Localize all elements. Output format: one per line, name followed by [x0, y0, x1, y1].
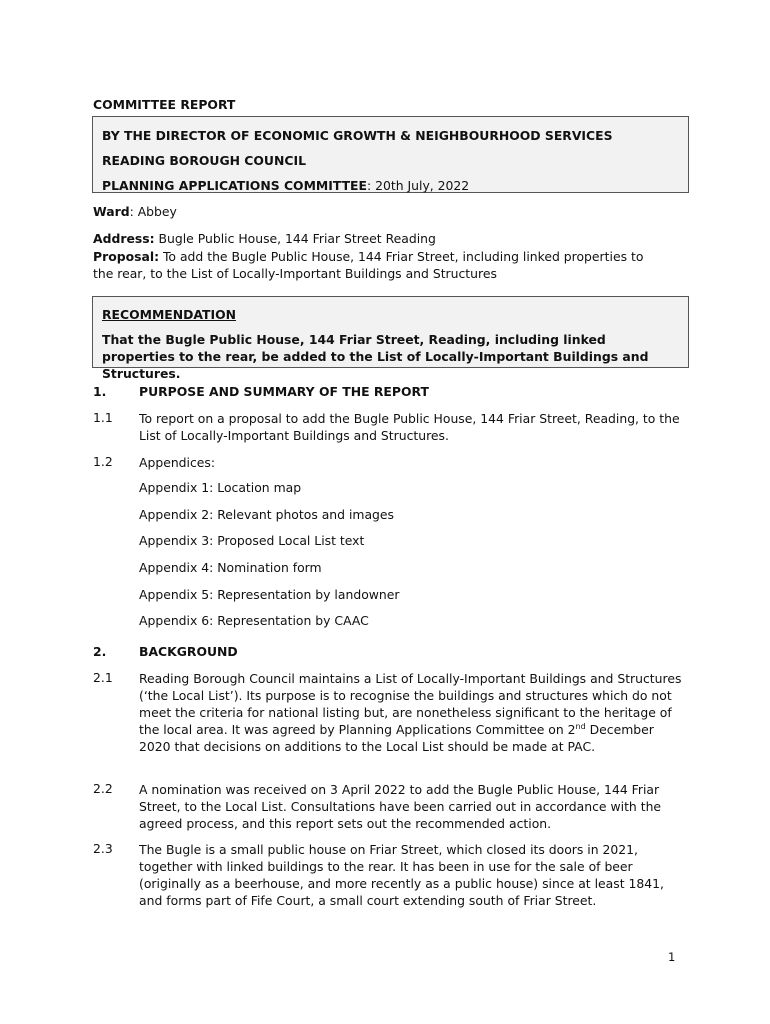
address-line — [93, 231, 436, 246]
committee-date: : 20th July, 2022 — [366, 178, 470, 193]
para-2-1-text-b: December 2020 that decisions on additions to the Local List should be made at PAC. — [139, 722, 654, 754]
para-1-2-number: 1.2 — [93, 454, 113, 469]
ward-value: : Abbey — [129, 204, 177, 219]
para-2-2-number: 2.2 — [93, 781, 113, 796]
committee-label: PLANNING APPLICATIONS COMMITTEE — [102, 178, 367, 193]
recommendation-box — [92, 296, 689, 381]
para-2-1-number: 2.1 — [93, 670, 113, 685]
director-line: BY THE DIRECTOR OF ECONOMIC GROWTH & NEIGHBOURHOOD SERVICES — [102, 128, 613, 143]
proposal-line-1 — [93, 249, 643, 264]
appendix-item: Appendix 3: Proposed Local List text — [139, 533, 365, 548]
proposal-value-1: To add the Bugle Public House, 144 Friar Street, including linked properties to — [159, 249, 644, 264]
ward-line — [93, 204, 177, 219]
committee-line — [102, 178, 469, 193]
section-2-number: 2. — [93, 644, 107, 659]
address-label: Address: — [93, 231, 155, 246]
proposal-label: Proposal: — [93, 249, 160, 264]
appendix-item: Appendix 2: Relevant photos and images — [139, 507, 395, 522]
section-1-number: 1. — [93, 384, 107, 399]
council-line: READING BOROUGH COUNCIL — [102, 153, 306, 168]
appendix-item: Appendix 4: Nomination form — [139, 560, 322, 575]
proposal-line-2: the rear, to the List of Locally-Important Buildings and Structures — [93, 266, 497, 281]
report-header-box — [92, 116, 689, 193]
page-number: 1 — [668, 950, 676, 964]
appendix-item: Appendix 1: Location map — [139, 480, 302, 495]
para-2-3-number: 2.3 — [93, 841, 113, 856]
para-2-1-text — [139, 670, 684, 755]
para-1-1-number: 1.1 — [93, 410, 113, 425]
section-2-title: BACKGROUND — [139, 644, 238, 659]
address-value: Bugle Public House, 144 Friar Street Reading — [154, 231, 436, 246]
para-2-3-text: The Bugle is a small public house on Friar Street, which closed its doors in 2021, together with linked buildings to the rear. It has been in use for the sale of beer (originally as a beerhouse, and more recently as a public house) since at least 1841, and forms part of Fife Court, a small court extending south of Friar Street. — [139, 842, 664, 908]
section-1-title: PURPOSE AND SUMMARY OF THE REPORT — [139, 384, 429, 399]
recommendation-heading: RECOMMENDATION — [102, 307, 237, 322]
para-2-2-text: A nomination was received on 3 April 2022 to add the Bugle Public House, 144 Friar Street, to the Local List. Consultations have been carried out in accordance with the agreed process, and this report sets out the recommended action. — [139, 782, 662, 831]
recommendation-text: That the Bugle Public House, 144 Friar Street, Reading, including linked properties to the rear, be added to the List of Locally-Important Buildings and Structures. — [102, 332, 649, 381]
para-1-2-text: Appendices: — [139, 455, 216, 470]
ward-label: Ward — [93, 204, 130, 219]
para-1-1-text: To report on a proposal to add the Bugle Public House, 144 Friar Street, Reading, to the List of Locally-Important Buildings and Structures. — [139, 411, 680, 443]
para-2-1-text-a: Reading Borough Council maintains a List of Locally-Important Buildings and Structures (‘the Local List’). Its purpose is to recognise the buildings and structures which do not meet the criteria for national listing but, are nonetheless significant to the heritage of the local area. It was agreed by Planning Applications Committee on 2 — [139, 671, 682, 737]
report-title: COMMITTEE REPORT — [93, 97, 236, 112]
para-2-1-superscript: nd — [575, 721, 586, 731]
appendix-item: Appendix 6: Representation by CAAC — [139, 613, 369, 628]
appendix-item: Appendix 5: Representation by landowner — [139, 587, 400, 602]
